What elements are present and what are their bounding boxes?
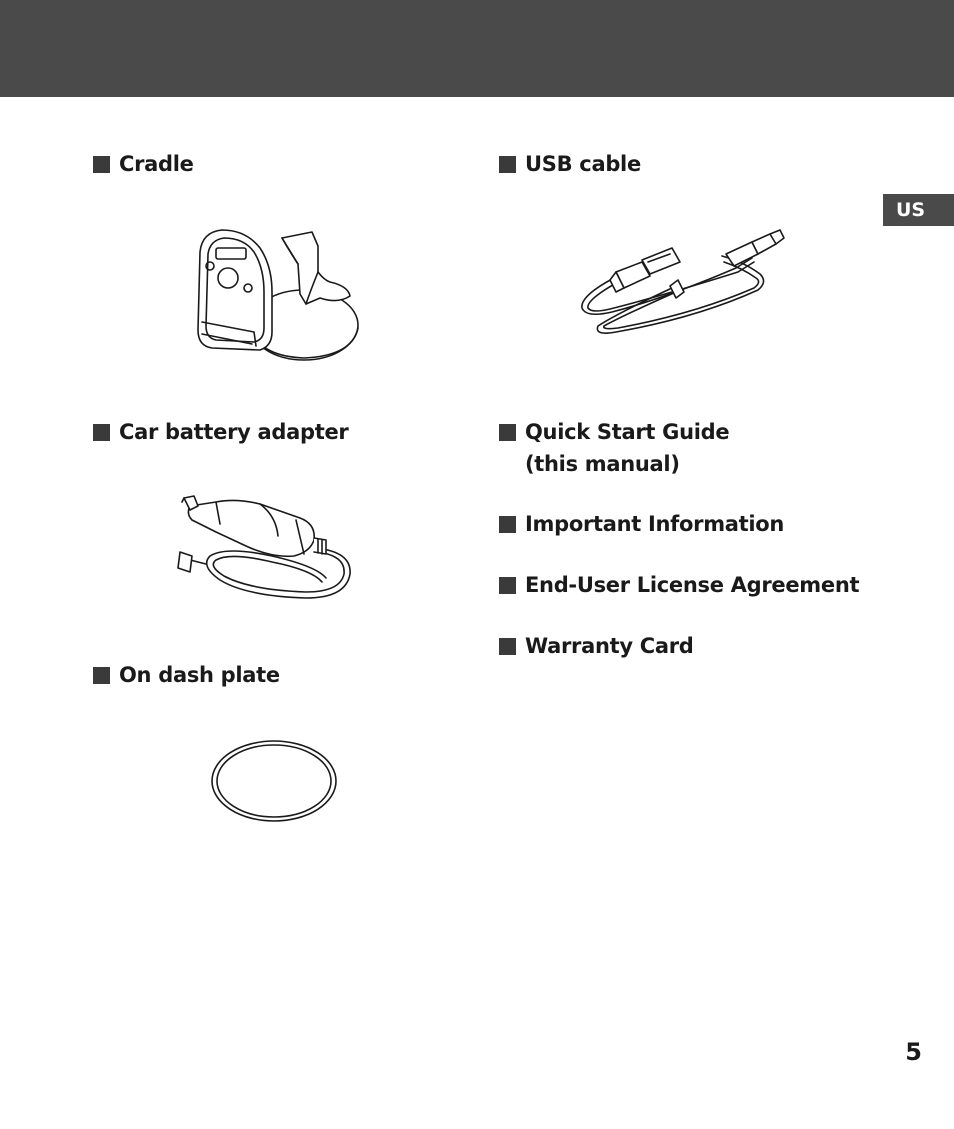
item-important-information — [499, 508, 784, 540]
dash-plate-illustration — [208, 738, 340, 826]
bullet-square-icon — [499, 156, 516, 173]
item-label-line2: (this manual) — [525, 452, 680, 476]
item-label: On dash plate — [119, 663, 280, 687]
page-number: 5 — [905, 1038, 922, 1066]
item-warranty-card — [499, 630, 694, 662]
usb-cable-illustration — [576, 226, 790, 338]
bullet-square-icon — [93, 156, 110, 173]
item-label: Car battery adapter — [119, 420, 349, 444]
bullet-square-icon — [499, 638, 516, 655]
bullet-square-icon — [93, 667, 110, 684]
item-label: USB cable — [525, 152, 641, 176]
item-cradle — [93, 148, 194, 180]
item-label: Warranty Card — [525, 634, 694, 658]
cradle-illustration — [188, 222, 368, 367]
item-label: Important Information — [525, 512, 785, 536]
bullet-square-icon — [499, 424, 516, 441]
item-usb-cable — [499, 148, 641, 180]
item-eula — [499, 569, 859, 601]
header-band — [0, 0, 954, 97]
item-quick-start-guide — [499, 416, 729, 480]
language-tab: US — [883, 194, 954, 226]
item-label: End-User License Agreement — [525, 573, 860, 597]
car-battery-adapter-illustration — [176, 494, 356, 604]
item-label: Cradle — [119, 152, 194, 176]
bullet-square-icon — [93, 424, 110, 441]
bullet-square-icon — [499, 577, 516, 594]
item-on-dash-plate — [93, 659, 280, 691]
bullet-square-icon — [499, 516, 516, 533]
item-car-battery-adapter — [93, 416, 348, 448]
item-label: Quick Start Guide — [525, 420, 730, 444]
